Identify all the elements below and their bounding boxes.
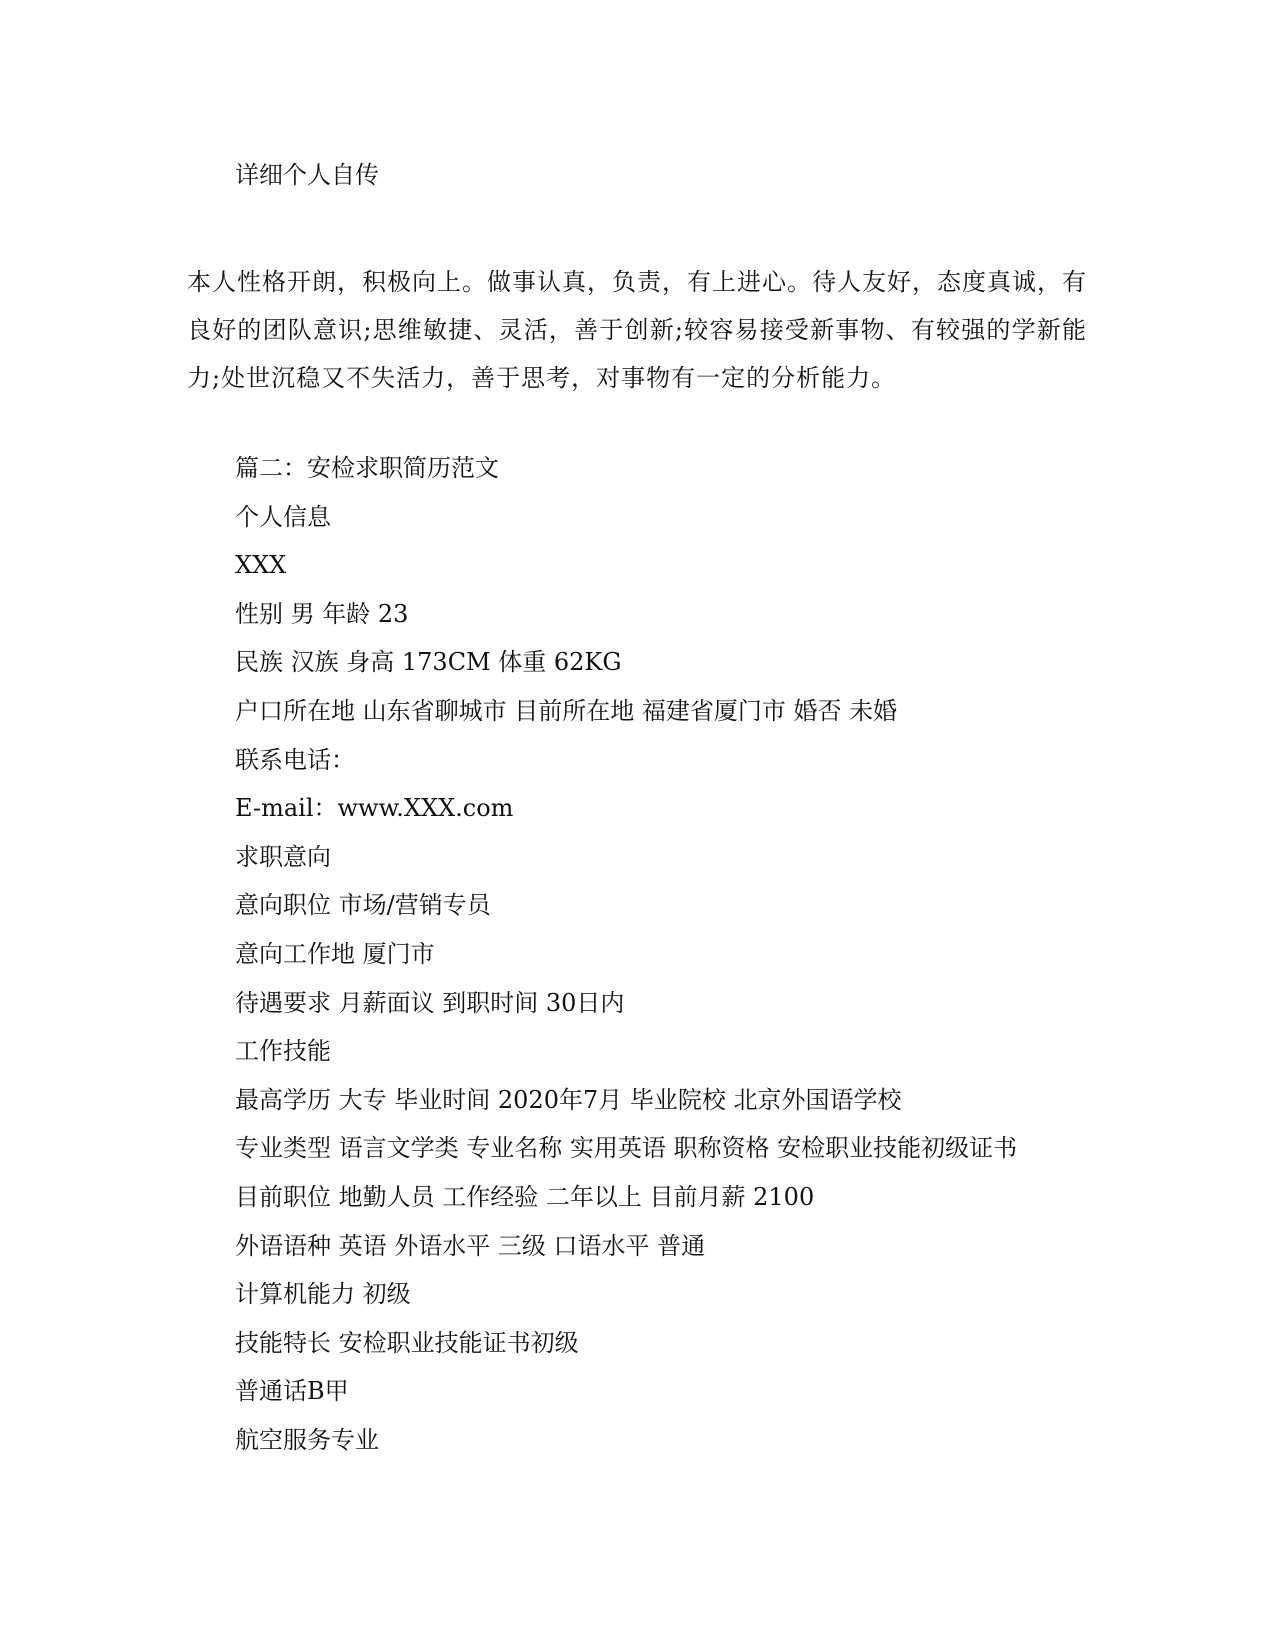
computer-skill-line: 计算机能力 初级 [235, 1280, 411, 1309]
resume-section [235, 451, 1135, 1471]
specialty-line: 技能特长 安检职业技能证书初级 [235, 1328, 579, 1357]
residence-line: 户口所在地 山东省聊城市 目前所在地 福建省厦门市 婚否 未婚 [235, 696, 898, 725]
resume-title: 篇二：安检求职简历范文 [235, 454, 499, 482]
personal-info-heading: 个人信息 [235, 502, 331, 531]
gender-age-line: 性别 男 年龄 23 [235, 599, 409, 628]
current-job-line: 目前职位 地勤人员 工作经验 二年以上 目前月薪 2100 [235, 1182, 815, 1211]
intended-position-line: 意向职位 市场/营销专员 [235, 891, 491, 920]
job-intention-heading: 求职意向 [235, 842, 331, 871]
major-line: 专业类型 语言文学类 专业名称 实用英语 职称资格 安检职业技能初级证书 [235, 1134, 1018, 1163]
language-line: 外语语种 英语 外语水平 三级 口语水平 普通 [235, 1231, 706, 1260]
email-line: E-mail：www.XXX.com [235, 794, 514, 823]
intended-location-line: 意向工作地 厦门市 [235, 939, 435, 968]
ethnicity-height-weight-line: 民族 汉族 身高 173CM 体重 62KG [235, 648, 622, 677]
work-skills-heading: 工作技能 [235, 1037, 331, 1066]
autobiography-paragraph: 本人性格开朗，积极向上。做事认真，负责，有上进心。待人友好，态度真诚，有良好的团队意识;思维敏捷、灵活，善于创新;较容易接受新事物、有较强的学新能力;处世沉稳又不失活力，善于思考，对事物有一定的分析能力。 [187, 268, 1087, 392]
education-line: 最高学历 大专 毕业时间 2020年7月 毕业院校 北京外国语学校 [235, 1085, 902, 1114]
salary-line: 待遇要求 月薪面议 到职时间 30日内 [235, 988, 625, 1017]
aviation-line: 航空服务专业 [235, 1425, 379, 1454]
mandarin-line: 普通话B甲 [235, 1377, 349, 1406]
autobiography-heading: 详细个人自传 [235, 161, 379, 189]
phone-line: 联系电话： [235, 745, 355, 774]
name-line: XXX [235, 551, 287, 580]
